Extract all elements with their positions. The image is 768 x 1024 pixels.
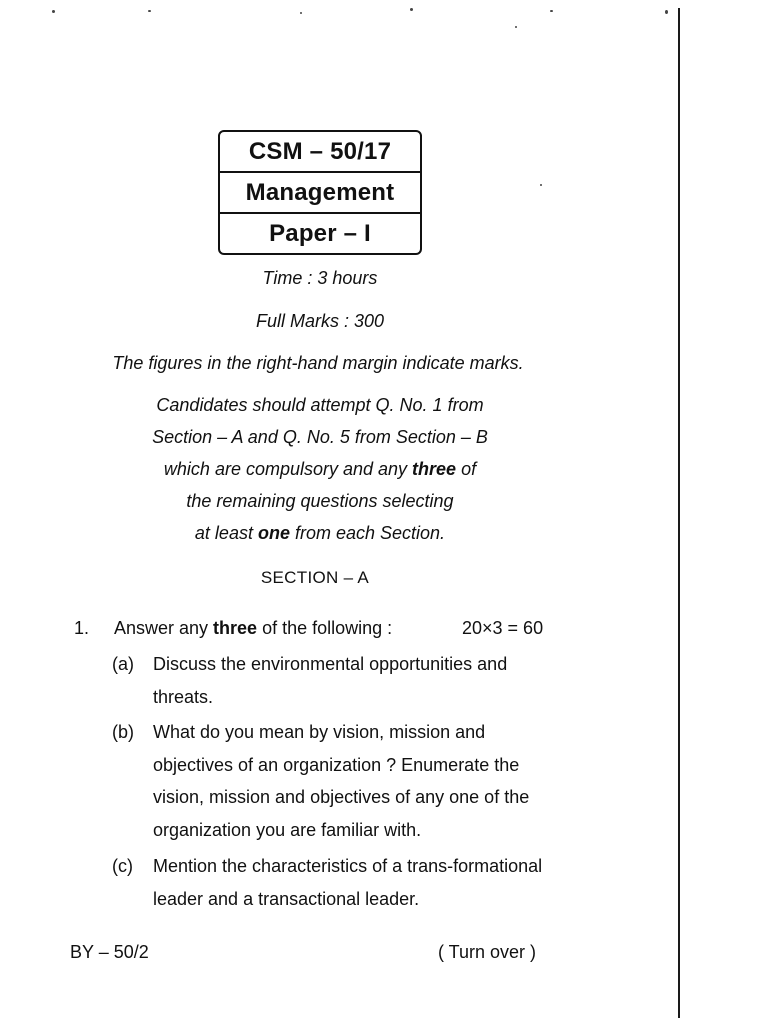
instruction-line-3 [0, 459, 640, 480]
page-edge-line [678, 8, 680, 1018]
instruction-text: from each Section. [289, 523, 446, 543]
part-b-label: (b) [112, 722, 134, 742]
part-a-text: Discuss the environmental opportunities and threats. [153, 654, 508, 707]
question-number: 1. [74, 618, 90, 638]
scan-speck [665, 10, 668, 14]
scan-speck [550, 10, 553, 12]
part-c-label: (c) [112, 856, 133, 876]
turn-over-note: ( Turn over ) [438, 942, 537, 962]
question-marks: 20×3 = 60 [462, 618, 544, 638]
part-a-label: (a) [112, 654, 134, 674]
instruction-line-1: Candidates should attempt Q. No. 1 from [156, 395, 484, 415]
question-stem-text: Answer any [114, 618, 214, 638]
section-heading: SECTION – A [260, 568, 370, 587]
instruction-line-5 [0, 523, 640, 544]
instruction-text: which are compulsory and any [163, 459, 413, 479]
scan-speck [52, 10, 55, 13]
instruction-text: of [456, 459, 477, 479]
paper-code: CSM – 50/17 [248, 137, 392, 165]
question-stem [114, 618, 392, 639]
paper-number: Paper – I [220, 212, 420, 253]
scan-speck [515, 26, 517, 28]
instruction-emphasis: one [257, 523, 290, 543]
exam-full-marks: Full Marks : 300 [255, 311, 385, 331]
scan-speck [540, 184, 542, 186]
paper-subject: Management [220, 171, 420, 212]
scan-speck [410, 8, 413, 11]
scan-speck [300, 12, 302, 14]
part-b-text: What do you mean by vision, mission and objectives of an organization ? Enumerate the vision, mission and objectives of any one of the organization you are familiar with. [153, 722, 530, 840]
part-c-text: Mention the characteristics of a trans-formational leader and a transactional leader. [153, 856, 543, 909]
exam-time: Time : 3 hours [262, 268, 378, 288]
instruction-line-4: the remaining questions selecting [186, 491, 454, 511]
instruction-line-2: Section – A and Q. No. 5 from Section – B [152, 427, 488, 447]
paper-title-box [218, 130, 422, 255]
instruction-text: at least [194, 523, 258, 543]
footer-code: BY – 50/2 [70, 942, 149, 962]
instruction-emphasis: three [412, 459, 457, 479]
question-stem-text: of the following : [257, 618, 393, 638]
question-stem-emphasis: three [213, 618, 258, 638]
margin-note: The figures in the right-hand margin indicate marks. [112, 353, 524, 373]
scan-speck [148, 10, 151, 12]
